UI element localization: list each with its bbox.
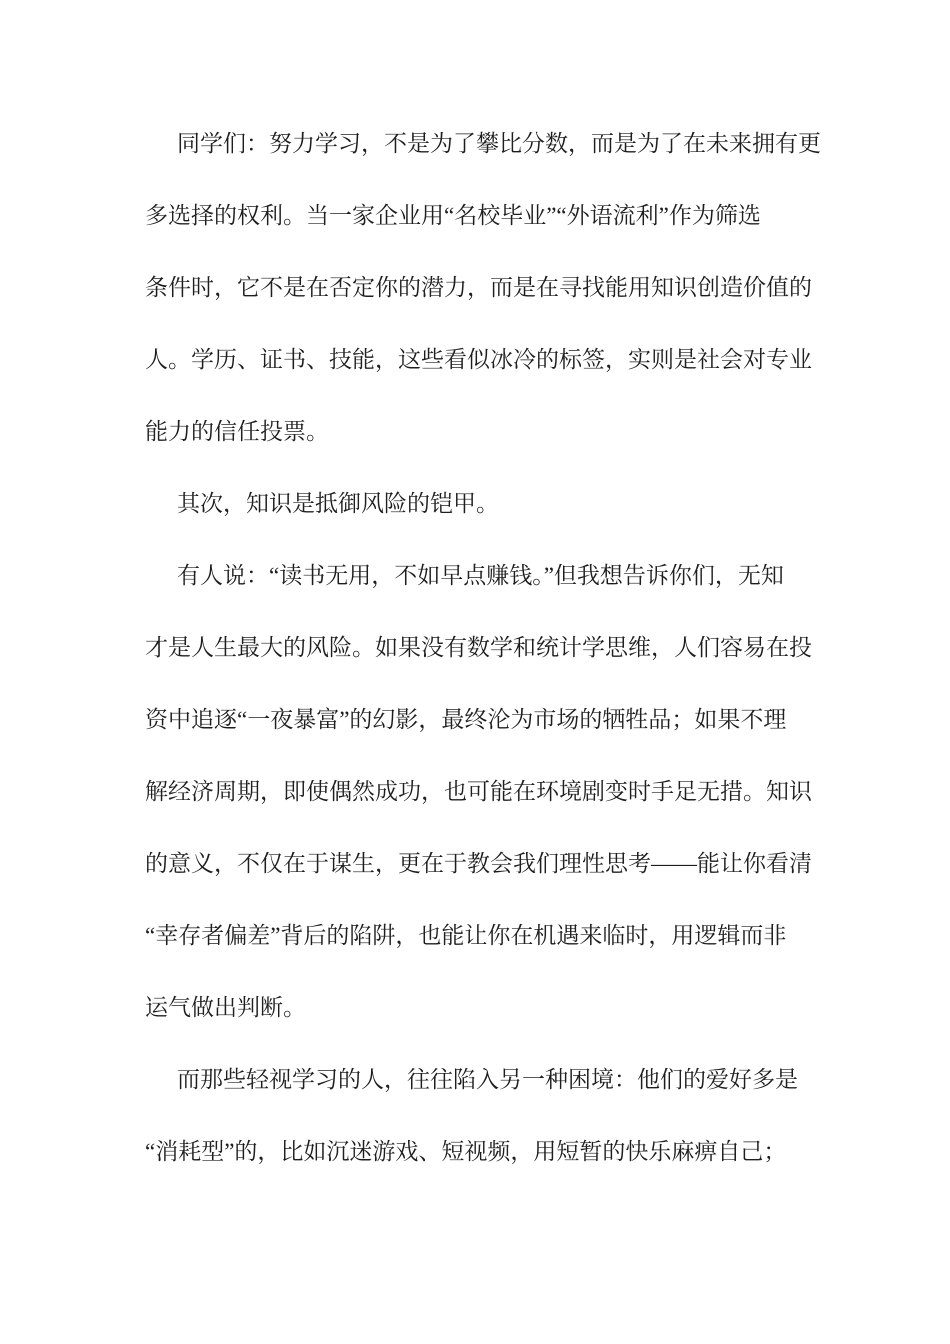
text-line: 条件时，它不是在否定你的潜力，而是在寻找能用知识创造价值的 xyxy=(145,275,812,300)
text-line: 有人说：“读书无用，不如早点赚钱。”但我想告诉你们，无知 xyxy=(177,563,784,588)
text-line: 而那些轻视学习的人，往往陷入另一种困境：他们的爱好多是 xyxy=(177,1067,798,1092)
text-line: 能力的信任投票。 xyxy=(145,419,329,444)
text-line: 的意义，不仅在于谋生，更在于教会我们理性思考——能让你看清 xyxy=(145,851,812,876)
text-line: 其次，知识是抵御风险的铠甲。 xyxy=(177,491,499,516)
paragraph xyxy=(145,108,821,468)
text-line: “幸存者偏差”背后的陷阱，也能让你在机遇来临时，用逻辑而非 xyxy=(145,923,787,948)
text-line: 多选择的权利。当一家企业用“名校毕业”“外语流利”作为筛选 xyxy=(145,203,761,228)
text-line: 才是人生最大的风险。如果没有数学和统计学思维，人们容易在投 xyxy=(145,635,812,660)
paragraph xyxy=(145,540,817,1044)
paragraph xyxy=(145,1044,817,1188)
text-line: 同学们：努力学习，不是为了攀比分数，而是为了在未来拥有更 xyxy=(177,131,821,156)
text-line: 人。学历、证书、技能，这些看似冰冷的标签，实则是社会对专业 xyxy=(145,347,812,372)
document-body xyxy=(145,108,821,1188)
text-line: 运气做出判断。 xyxy=(145,995,306,1020)
text-line: 解经济周期，即使偶然成功，也可能在环境剧变时手足无措。知识 xyxy=(145,779,812,804)
text-line: 资中追逐“一夜暴富”的幻影，最终沦为市场的牺牲品；如果不理 xyxy=(145,707,787,732)
text-line: “消耗型”的，比如沉迷游戏、短视频，用短暂的快乐麻痹自己； xyxy=(145,1139,787,1164)
paragraph xyxy=(145,468,817,540)
